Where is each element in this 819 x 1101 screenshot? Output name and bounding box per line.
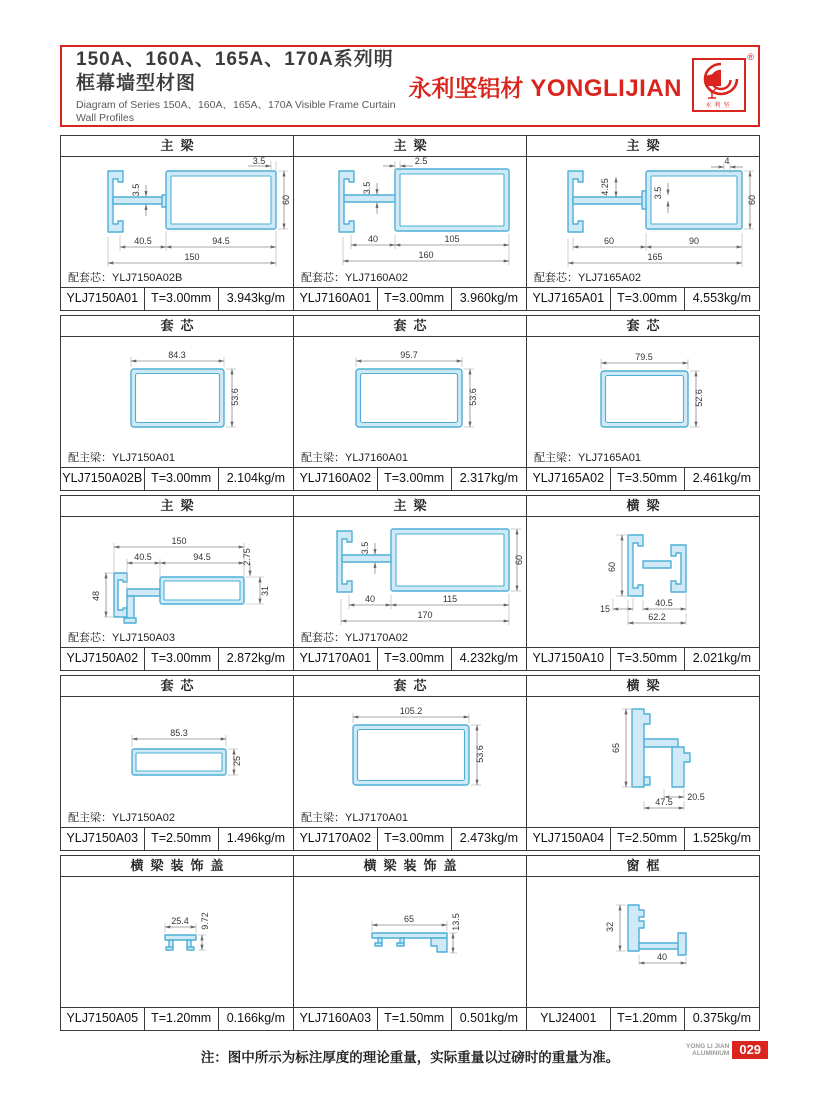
dim-label: 150 [170,536,187,546]
profile-type-title: 主梁 [61,136,293,157]
matching-profile-note: 配主梁：YLJ7165A01 [534,452,641,464]
profile-type-title: 横梁 [527,676,759,697]
unit-weight: 2.473kg/m [459,831,519,845]
matching-profile-note: 配套芯：YLJ7170A02 [301,632,408,644]
profile-drawing-area [527,337,759,450]
dim-label: 20.5 [686,792,705,802]
model-number: YLJ7150A02B [61,468,145,490]
profile-spec-row [294,1007,526,1030]
model-number: YLJ7150A01 [61,288,145,310]
profile-drawing-area [527,697,759,810]
model-number: YLJ7165A01 [527,288,611,310]
dim-label: 90 [688,236,699,246]
wall-thickness: T=3.50mm [611,468,685,490]
profile-spec-row [294,647,526,670]
dim-label: 94.5 [192,552,211,562]
model-number: YLJ7165A02 [527,468,611,490]
wall-thickness: T=1.50mm [378,1008,452,1030]
profile-cell-ylj7170a02 [294,676,527,850]
profile-spec-row [61,467,293,490]
profile-type-title: 套芯 [61,676,293,697]
dim-label: 3.5 [361,181,372,195]
wall-thickness: T=1.20mm [145,1008,219,1030]
dim-label: 165 [646,252,663,262]
dim-label: 3.5 [130,183,141,197]
dim-label: 105 [443,234,460,244]
badge-brand-line2: ALUMINIUM [692,1050,730,1057]
profile-type-title: 套芯 [294,316,526,337]
profile-cross-section [295,157,526,270]
unit-weight: 4.553kg/m [692,291,752,305]
wall-thickness: T=3.50mm [611,648,685,670]
model-number: YLJ7150A10 [527,648,611,670]
dim-label: 60 [280,194,291,206]
dim-label: 2.75 [241,548,252,566]
matching-profile-note: 配套芯：YLJ7160A02 [301,272,408,284]
profile-drawing-area [61,697,293,810]
profile-spec-row [61,647,293,670]
wall-thickness: T=3.00mm [611,288,685,310]
profile-cross-section [528,337,759,450]
profile-cross-section [62,877,293,990]
profile-row-1 [60,135,760,311]
profile-spec-row [527,827,759,850]
profile-cell-ylj7160a03 [294,856,527,1030]
wall-thickness: T=3.00mm [378,288,452,310]
profile-spec-row [61,827,293,850]
dim-label: 105.2 [399,706,422,716]
profile-drawing-area [61,517,293,630]
profile-cell-ylj7170a01 [294,496,527,670]
profile-row-4 [60,675,760,851]
unit-weight: 0.166kg/m [226,1011,286,1025]
matching-profile-note: 配套芯：YLJ7150A02B [68,272,183,284]
model-number: YLJ24001 [527,1008,611,1030]
weight-disclaimer-note: 注：图中所示为标注厚度的理论重量，实际重量以过磅时的重量为准。 [200,1050,620,1065]
profile-type-title: 窗框 [527,856,759,877]
registered-trademark: ® [747,52,754,62]
dim-label: 62.2 [647,612,666,622]
brand-name [408,70,682,103]
dim-label: 94.5 [211,236,230,246]
profile-drawing-area [294,517,526,630]
unit-weight: 2.317kg/m [459,471,519,485]
dim-label: 40 [367,234,378,244]
model-number: YLJ7160A01 [294,288,378,310]
dim-label: 85.3 [169,728,188,738]
profile-drawing-area [294,877,526,990]
dim-label: 52.6 [693,389,704,407]
brand-chinese: 永利坚铝材 [408,74,524,101]
dim-label: 65 [610,742,621,754]
matching-profile-note [294,990,526,1007]
unit-weight: 1.496kg/m [226,831,286,845]
badge-brand-text [686,1043,729,1058]
profile-cell-ylj7165a01 [527,136,759,310]
dim-label: 31 [259,585,270,597]
brand-english: YONGLIJIAN [530,74,682,102]
profile-type-title: 横梁装饰盖 [61,856,293,877]
profile-cell-ylj7150a04 [527,676,759,850]
dim-label: 3.5 [652,186,663,200]
profile-cross-section [528,517,759,630]
profile-drawing-area [527,877,759,990]
model-number: YLJ7150A05 [61,1008,145,1030]
model-number: YLJ7150A02 [61,648,145,670]
badge-brand-line1: YONG LI JIAN [686,1042,730,1050]
model-number: YLJ7160A03 [294,1008,378,1030]
dim-label: 115 [442,594,457,604]
profile-row-5 [60,855,760,1031]
matching-profile-note [527,990,759,1007]
dim-label: 40 [364,594,375,604]
wall-thickness: T=3.00mm [378,648,452,670]
profile-drawing-area [61,337,293,450]
dim-label: 25.4 [170,916,189,926]
profile-cell-ylj7150a02 [61,496,294,670]
profile-cell-ylj7150a10 [527,496,759,670]
profile-type-title: 主梁 [294,496,526,517]
dim-label: 84.3 [167,350,186,360]
profile-spec-row [527,1007,759,1030]
profile-drawing-area [61,157,293,270]
wall-thickness: T=3.00mm [378,828,452,850]
profile-drawing-area [294,337,526,450]
logo-box [692,58,746,112]
page-subtitle: Diagram of Series 150A、160A、165A、170A Visible Frame Curtain Wall Profiles [76,99,396,125]
dim-label: 25 [231,755,242,767]
matching-profile-note [527,630,759,647]
model-number: YLJ7170A02 [294,828,378,850]
dim-label: 60 [603,236,614,246]
matching-profile-note: 配主梁：YLJ7150A01 [68,452,175,464]
dim-label: 4 [723,157,730,166]
profile-type-title: 主梁 [61,496,293,517]
page-number-badge [686,1041,768,1059]
dim-label: 53.6 [467,388,478,406]
unit-weight: 0.375kg/m [692,1011,752,1025]
logo-text: 永利坚 [705,103,733,109]
unit-weight: 1.525kg/m [692,831,752,845]
company-logo [692,52,754,118]
profile-grid [60,135,760,1035]
profile-spec-row [294,827,526,850]
profile-spec-row [527,467,759,490]
profile-cross-section [295,877,526,990]
profile-cell-ylj7165a02 [527,316,759,490]
profile-cross-section [295,337,526,450]
model-number: YLJ7160A02 [294,468,378,490]
profile-drawing-area [527,517,759,630]
profile-spec-row [61,287,293,310]
dim-label: 2.5 [414,157,427,166]
profile-type-title: 横梁装饰盖 [294,856,526,877]
profile-cell-ylj7150a02b [61,316,294,490]
unit-weight: 3.960kg/m [459,291,519,305]
profile-cell-ylj7160a02 [294,316,527,490]
matching-profile-note: 配主梁：YLJ7170A01 [301,812,408,824]
dim-label: 15 [599,604,610,614]
profile-drawing-area [294,157,526,270]
profile-type-title: 横梁 [527,496,759,517]
profile-cell-ylj7150a03 [61,676,294,850]
profile-cell-ylj7150a05 [61,856,294,1030]
profile-type-title: 主梁 [527,136,759,157]
profile-cell-ylj7150a01 [61,136,294,310]
wall-thickness: T=1.20mm [611,1008,685,1030]
dim-label: 60 [606,561,617,573]
unit-weight: 4.232kg/m [459,651,519,665]
dim-label: 48 [90,590,101,602]
page-title: 150A、160A、165A、170A系列明框幕墙型材图 [76,48,394,94]
wall-thickness: T=3.00mm [145,288,219,310]
profile-cross-section [62,517,293,630]
dim-label: 3.5 [252,157,265,166]
dim-label: 53.6 [229,388,240,406]
profile-spec-row [294,467,526,490]
logo-swirl-icon [695,60,743,102]
dim-label: 4.25 [599,178,610,196]
profile-cross-section [528,877,759,990]
profile-cross-section [295,517,526,630]
unit-weight: 3.943kg/m [226,291,286,305]
dim-label: 3.5 [359,541,370,555]
matching-profile-note: 配主梁：YLJ7160A01 [301,452,408,464]
profile-cross-section [528,157,759,270]
unit-weight: 0.501kg/m [459,1011,519,1025]
profile-spec-row [294,287,526,310]
matching-profile-note [527,810,759,827]
profile-cross-section [62,337,293,450]
dim-label: 13.5 [450,913,461,931]
unit-weight: 2.461kg/m [692,471,752,485]
profile-type-title: 套芯 [61,316,293,337]
unit-weight: 2.021kg/m [692,651,752,665]
dim-label: 95.7 [399,350,418,360]
dim-label: 60 [746,194,757,206]
dim-label: 40 [656,952,667,962]
profile-cross-section [528,697,759,810]
dim-label: 53.6 [474,745,485,763]
profile-cell-ylj7160a01 [294,136,527,310]
matching-profile-note: 配主梁：YLJ7150A02 [68,812,175,824]
dim-label: 9.72 [199,912,210,930]
profile-cross-section [62,157,293,270]
profile-spec-row [527,287,759,310]
model-number: YLJ7150A03 [61,828,145,850]
profile-cross-section [295,697,526,810]
profile-cell-ylj24001 [527,856,759,1030]
profile-drawing-area [61,877,293,990]
matching-profile-note: 配套芯：YLJ7165A02 [534,272,641,284]
dim-label: 160 [417,250,434,260]
dim-label: 40.5 [133,236,152,246]
dim-label: 170 [416,610,433,620]
wall-thickness: T=3.00mm [145,468,219,490]
profile-row-2 [60,315,760,491]
model-number: YLJ7170A01 [294,648,378,670]
page-number: 029 [732,1041,768,1059]
dim-label: 40.5 [133,552,152,562]
dim-label: 60 [513,554,524,566]
wall-thickness: T=2.50mm [611,828,685,850]
dim-label: 32 [604,921,615,933]
profile-spec-row [61,1007,293,1030]
matching-profile-note [61,990,293,1007]
unit-weight: 2.104kg/m [226,471,286,485]
profile-type-title: 主梁 [294,136,526,157]
profile-type-title: 套芯 [527,316,759,337]
wall-thickness: T=2.50mm [145,828,219,850]
dim-label: 79.5 [634,352,653,362]
model-number: YLJ7150A04 [527,828,611,850]
dim-label: 65 [403,914,414,924]
wall-thickness: T=3.00mm [378,468,452,490]
profile-cross-section [62,697,293,810]
profile-row-3 [60,495,760,671]
dim-label: 40.5 [654,598,673,608]
profile-spec-row [527,647,759,670]
dim-label: 47.5 [654,797,673,807]
dim-label: 150 [183,252,200,262]
header-titles [76,48,408,125]
profile-drawing-area [294,697,526,810]
profile-drawing-area [527,157,759,270]
wall-thickness: T=3.00mm [145,648,219,670]
profile-type-title: 套芯 [294,676,526,697]
unit-weight: 2.872kg/m [226,651,286,665]
page-header [60,45,760,127]
matching-profile-note: 配套芯：YLJ7150A03 [68,632,175,644]
